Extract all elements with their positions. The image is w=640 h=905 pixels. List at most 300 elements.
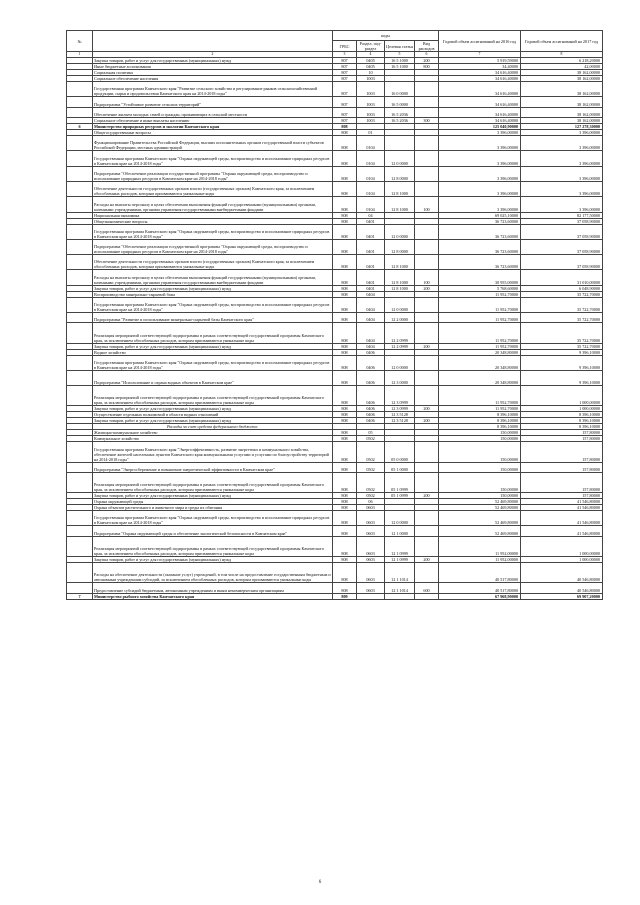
row-number: [67, 297, 93, 312]
row-grbs: 808: [333, 406, 357, 412]
row-name: Охрана объектов растительного и животного мира и среды их обитания: [93, 505, 333, 511]
row-target: 12 1 0999: [385, 536, 415, 556]
row-target: 12 0 0000: [385, 355, 415, 370]
row-section: 0502: [357, 462, 385, 472]
row-name: Воспроизводство минерально-сырьевой базы: [93, 291, 333, 297]
row-target: [385, 136, 415, 151]
row-name: Подпрограмма "Использование и охрана водных объектов в Камчатском крае": [93, 370, 333, 385]
row-sum-2016: 3 396,00000: [439, 166, 521, 181]
row-sum-2016: 8 396,10000: [439, 412, 521, 418]
row-number: [67, 511, 93, 526]
row-target: 12 8 1000: [385, 255, 415, 270]
row-target: 16 0 0000: [385, 82, 415, 97]
row-type: [415, 323, 439, 343]
row-section: 0104: [357, 166, 385, 181]
col-header-2016: Годовой объем ассигнований на 2016 год: [439, 31, 521, 52]
table-row: [67, 181, 603, 196]
row-sum-2016: 3 396,00000: [439, 151, 521, 166]
row-section: 0406: [357, 370, 385, 385]
table-row: [67, 197, 603, 212]
row-target: 12 8 1000: [385, 181, 415, 196]
column-index: 3: [333, 52, 357, 58]
row-grbs: 808: [333, 557, 357, 563]
row-name: Реализация мероприятий соответствующей подпрограммы в рамках соответствующей государственной программы Камчатского края, за исключением обособленных расходов, которым присваиваются уникальные коды: [93, 386, 333, 406]
row-sum-2017: 42,00000: [521, 64, 603, 70]
row-number: [67, 239, 93, 254]
row-grbs: 808: [333, 218, 357, 224]
row-name: Реализация мероприятий соответствующей подпрограммы в рамках соответствующей государственной программы Камчатского края, за исключением обособленных расходов, которым присваиваются уникальные коды: [93, 536, 333, 556]
row-sum-2017: 38 162,00000: [521, 76, 603, 82]
row-sum-2017: 3 396,00000: [521, 166, 603, 181]
row-sum-2016: 52 469,80000: [439, 511, 521, 526]
row-target: 05 1 0999: [385, 472, 415, 492]
row-section: 1003: [357, 97, 385, 107]
row-sum-2017: 1 000,00000: [521, 406, 603, 412]
table-row: [67, 82, 603, 97]
column-index: 4: [357, 52, 385, 58]
row-target: 12 0 0000: [385, 224, 415, 239]
table-row: [67, 297, 603, 312]
row-sum-2017: 38 162,00000: [521, 107, 603, 117]
row-number: [67, 462, 93, 472]
row-section: 0502: [357, 493, 385, 499]
row-section: 04: [357, 212, 385, 218]
row-name: Государственная программа Камчатского края "Охрана окружающей среды, воспроизводство и использование природных ресурсов в Камчатском крае на 2014-2018 годы": [93, 297, 333, 312]
row-sum-2016: 20 348,80000: [439, 349, 521, 355]
row-number: [67, 323, 93, 343]
row-name: Социальное обеспечение населения: [93, 76, 333, 82]
row-section: 0406: [357, 349, 385, 355]
row-sum-2016: 150,00000: [439, 442, 521, 462]
row-sum-2017: 9 396,10000: [521, 349, 603, 355]
row-number: [67, 563, 93, 583]
row-grbs: 807: [333, 64, 357, 70]
row-sum-2017: 157,80000: [521, 493, 603, 499]
row-section: 0401: [357, 255, 385, 270]
row-section: 0404: [357, 297, 385, 312]
row-grbs: 808: [333, 349, 357, 355]
row-target: 12 3 5128: [385, 412, 415, 418]
row-target: 12 8 1000: [385, 270, 415, 285]
row-sum-2016: 30 955,00000: [439, 270, 521, 285]
row-type: [415, 181, 439, 196]
row-sum-2016: 150,00000: [439, 436, 521, 442]
row-grbs: 808: [333, 505, 357, 511]
row-name: Государственная программа Камчатского края "Развитие сельского хозяйства и регулирование рынков сельскохозяйственной продукции, сырья и продовольствия Камчатского края на 2014-2018 годы": [93, 82, 333, 97]
row-grbs: 808: [333, 442, 357, 462]
row-grbs: 807: [333, 76, 357, 82]
row-type: [415, 536, 439, 556]
row-sum-2016: 36 723,60000: [439, 218, 521, 224]
row-sum-2017: 157,80000: [521, 462, 603, 472]
row-name: Реализация мероприятий соответствующей подпрограммы в рамках соответствующей государственной программы Камчатского края, за исключением обособленных расходов, которым присваиваются уникальные коды: [93, 323, 333, 343]
row-sum-2017: 38 162,00000: [521, 70, 603, 76]
row-section: 1003: [357, 82, 385, 97]
row-grbs: 808: [333, 526, 357, 536]
row-sum-2016: 11 952,70000: [439, 343, 521, 349]
row-sum-2016: 34 616,40000: [439, 107, 521, 117]
row-sum-2016: 5 768,60000: [439, 285, 521, 291]
row-sum-2017: 127 278,30000: [521, 124, 603, 130]
row-sum-2017: 41 546,80000: [521, 499, 603, 505]
col-header-type: Вид расходов: [415, 41, 439, 52]
row-target: 12 1 1014: [385, 563, 415, 583]
row-type: [415, 297, 439, 312]
row-grbs: 808: [333, 436, 357, 442]
column-index: 6: [415, 52, 439, 58]
row-grbs: 808: [333, 130, 357, 136]
table-row: [67, 136, 603, 151]
table-row: [67, 386, 603, 406]
row-section: 0603: [357, 583, 385, 593]
row-sum-2016: 11 952,70000: [439, 323, 521, 343]
row-grbs: 807: [333, 118, 357, 124]
row-grbs: 808: [333, 124, 357, 130]
row-number: [67, 197, 93, 212]
row-section: 0603: [357, 536, 385, 556]
row-name: Водное хозяйство: [93, 349, 333, 355]
row-number: [67, 472, 93, 492]
row-target: 12 0 0000: [385, 297, 415, 312]
row-name: Подпрограмма "Обеспечение реализации государственной программы "Охрана окружающей среды, воспроизводство и использование природных ресурсов в Камчатском крае на 2014-2018 годы": [93, 166, 333, 181]
col-header-2017: Годовой объем ассигнований на 2017 год: [521, 31, 603, 52]
row-sum-2017: 9 396,10000: [521, 370, 603, 385]
row-type: [415, 151, 439, 166]
row-sum-2017: 41 546,80000: [521, 511, 603, 526]
row-type: [415, 97, 439, 107]
row-grbs: 808: [333, 151, 357, 166]
row-target: 12 2 0999: [385, 343, 415, 349]
row-number: [67, 224, 93, 239]
row-number: [67, 313, 93, 323]
row-sum-2016: 150,00000: [439, 430, 521, 436]
row-name: Жилищно-коммунальное хозяйство: [93, 430, 333, 436]
row-grbs: 808: [333, 313, 357, 323]
table-row: [67, 239, 603, 254]
table-row: [67, 526, 603, 536]
row-name: Национальная экономика: [93, 212, 333, 218]
row-section: 0603: [357, 563, 385, 583]
row-sum-2017: 6 048,90000: [521, 285, 603, 291]
row-type: 600: [415, 583, 439, 593]
row-sum-2017: 8 396,10000: [521, 418, 603, 424]
row-section: 0406: [357, 355, 385, 370]
row-target: 12 3 5128: [385, 418, 415, 424]
row-sum-2017: 8 396,10000: [521, 412, 603, 418]
row-target: 12 2 0999: [385, 323, 415, 343]
row-section: 06: [357, 499, 385, 505]
row-name: Подпрограмма "Развитие и использование минерально-сырьевой базы Камчатского края": [93, 313, 333, 323]
table-row: [67, 107, 603, 117]
table-row: [67, 255, 603, 270]
column-index: 7: [439, 52, 521, 58]
row-type: [415, 313, 439, 323]
row-sum-2017: 82 177,50000: [521, 212, 603, 218]
row-name: Подпрограмма "Устойчивое развитие сельских территорий": [93, 97, 333, 107]
row-grbs: 807: [333, 82, 357, 97]
row-grbs: 808: [333, 297, 357, 312]
row-sum-2017: 3 396,00000: [521, 136, 603, 151]
row-sum-2017: 37 058,90000: [521, 224, 603, 239]
row-sum-2016: 8 396,10000: [439, 424, 521, 430]
row-grbs: 808: [333, 291, 357, 297]
col-header-num: №: [67, 31, 93, 52]
row-grbs: 808: [333, 418, 357, 424]
row-type: [415, 255, 439, 270]
row-sum-2016: 34 616,40000: [439, 118, 521, 124]
row-sum-2017: 157,80000: [521, 472, 603, 492]
row-sum-2016: 11 952,00000: [439, 557, 521, 563]
row-name: Государственная программа Камчатского края "Энергоэффективность, развитие энергетики и коммунального хозяйства, обеспечение жителей населенных пунктов Камчатского края коммунальными услугами и услугами по благоустройству территорий на 2014-2018 годы": [93, 442, 333, 462]
row-target: 05 1 0000: [385, 462, 415, 472]
row-sum-2016: 11 952,70000: [439, 291, 521, 297]
row-type: 200: [415, 406, 439, 412]
row-grbs: 807: [333, 107, 357, 117]
col-header-section: Раздел, под-раздел: [357, 41, 385, 52]
table-row: [67, 97, 603, 107]
row-name: Расходы за счет средств федерального бюджета:: [93, 424, 333, 430]
row-name: Министерство природных ресурсов и экологии Камчатского края: [93, 124, 333, 130]
row-sum-2017: 69 907,20000: [521, 593, 603, 599]
row-name: Государственная программа Камчатского края "Охрана окружающей среды, воспроизводство и использование природных ресурсов в Камчатском крае на 2014-2018 годы": [93, 224, 333, 239]
row-target: 12 1 0999: [385, 557, 415, 563]
row-type: [415, 82, 439, 97]
row-sum-2016: 20 348,80000: [439, 355, 521, 370]
row-target: 16 5 1000: [385, 58, 415, 64]
row-number: [67, 166, 93, 181]
row-name: Социальное обеспечение и иные выплаты населению: [93, 118, 333, 124]
column-index: 1: [67, 52, 93, 58]
row-grbs: 808: [333, 323, 357, 343]
row-name: Функционирование Правительства Российской Федерации, высших исполнительных органов государственной власти субъектов Российской Федерации, местных администраций: [93, 136, 333, 151]
row-grbs: 808: [333, 412, 357, 418]
row-type: [415, 462, 439, 472]
row-grbs: 808: [333, 197, 357, 212]
row-number: [67, 82, 93, 97]
column-index: 5: [385, 52, 415, 58]
row-grbs: 808: [333, 212, 357, 218]
row-grbs: 808: [333, 166, 357, 181]
row-section: 0404: [357, 313, 385, 323]
row-grbs: 808: [333, 285, 357, 291]
row-sum-2016: 34 616,40000: [439, 82, 521, 97]
row-sum-2016: 5 919,59000: [439, 58, 521, 64]
row-sum-2016: 3 396,00000: [439, 136, 521, 151]
row-type: [415, 593, 439, 599]
row-section: 01: [357, 130, 385, 136]
row-type: [415, 107, 439, 117]
row-name: Обеспечение жильем молодых семей и граждан, проживающих в сельской местности: [93, 107, 333, 117]
row-grbs: 808: [333, 224, 357, 239]
table-row: [67, 583, 603, 593]
row-sum-2017: 157,80000: [521, 430, 603, 436]
col-header-grbs: ГРБС: [333, 41, 357, 52]
row-type: 200: [415, 343, 439, 349]
row-section: 0405: [357, 64, 385, 70]
table-row: [67, 370, 603, 385]
row-grbs: 808: [333, 536, 357, 556]
header-row-1: [67, 31, 603, 41]
row-sum-2017: 6 218,20000: [521, 58, 603, 64]
row-name: Подпрограмма "Энергосбережение и повышение энергетической эффективности в Камчатском крае": [93, 462, 333, 472]
row-section: 0406: [357, 412, 385, 418]
row-name: Министерство рыбного хозяйства Камчатского края: [93, 593, 333, 599]
table-row: [67, 472, 603, 492]
row-grbs: 808: [333, 430, 357, 436]
table-row: [67, 151, 603, 166]
row-number: [67, 270, 93, 285]
row-target: 12 1 1014: [385, 583, 415, 593]
row-number: [67, 370, 93, 385]
row-type: [415, 472, 439, 492]
row-number: [67, 97, 93, 107]
row-name: Расходы на выплаты персоналу в целях обеспечения выполнения функций государственными (муниципальными) органами, казенными учреждениями, органами управления государственными внебюджетными фондами: [93, 197, 333, 212]
row-name: Расходы на выплаты персоналу в целях обеспечения выполнения функций государственными (муниципальными) органами, казенными учреждениями, органами управления государственными внебюджетными фондами: [93, 270, 333, 285]
row-section: 0406: [357, 386, 385, 406]
row-section: 0603: [357, 526, 385, 536]
row-sum-2017: 38 162,00000: [521, 97, 603, 107]
row-name: Иные бюджетные ассигнования: [93, 64, 333, 70]
table-row: [67, 511, 603, 526]
row-name: Закупка товаров, работ и услуг для государственных (муниципальных) нужд: [93, 58, 333, 64]
row-sum-2017: 1 000,00000: [521, 557, 603, 563]
row-grbs: 808: [333, 583, 357, 593]
column-index: 8: [521, 52, 603, 58]
col-header-name: [93, 31, 333, 52]
row-type: [415, 355, 439, 370]
row-number: [67, 355, 93, 370]
row-section: 0406: [357, 406, 385, 412]
table-row: [67, 563, 603, 583]
row-sum-2017: 35 722,70000: [521, 343, 603, 349]
row-sum-2017: 37 058,90000: [521, 255, 603, 270]
row-type: 200: [415, 493, 439, 499]
row-name: Социальная политика: [93, 70, 333, 76]
row-section: 0502: [357, 472, 385, 492]
table-row: [67, 536, 603, 556]
row-target: 05 0 0000: [385, 442, 415, 462]
row-number: [67, 107, 93, 117]
col-header-codes: коды: [333, 31, 439, 41]
row-sum-2016: 150,00000: [439, 462, 521, 472]
row-section: 0401: [357, 285, 385, 291]
row-sum-2016: 11 952,70000: [439, 406, 521, 412]
row-target: 12 8 1000: [385, 285, 415, 291]
row-target: 12 2 0000: [385, 313, 415, 323]
row-name: Государственная программа Камчатского края "Охрана окружающей среды, воспроизводство и использование природных ресурсов в Камчатском крае на 2014-2018 годы": [93, 151, 333, 166]
row-section: 10: [357, 70, 385, 76]
table-row: [67, 323, 603, 343]
row-type: 200: [415, 557, 439, 563]
row-sum-2016: 34 616,40000: [439, 97, 521, 107]
row-grbs: 808: [333, 136, 357, 151]
row-target: 16 5 2036: [385, 118, 415, 124]
row-section: 0404: [357, 291, 385, 297]
row-sum-2016: 52 469,80000: [439, 505, 521, 511]
row-grbs: 808: [333, 472, 357, 492]
row-target: 12 3 0999: [385, 406, 415, 412]
row-number: [67, 583, 93, 593]
row-section: 0401: [357, 270, 385, 285]
row-type: [415, 511, 439, 526]
row-sum-2017: 8 396,10000: [521, 424, 603, 430]
row-section: 1003: [357, 76, 385, 82]
row-type: 800: [415, 64, 439, 70]
row-type: [415, 386, 439, 406]
row-type: 100: [415, 197, 439, 212]
row-section: 1003: [357, 107, 385, 117]
table-body: [67, 58, 603, 600]
row-sum-2016: 3 396,00000: [439, 130, 521, 136]
row-name: Закупка товаров, работ и услуг для государственных (муниципальных) нужд: [93, 557, 333, 563]
row-sum-2017: 157,80000: [521, 442, 603, 462]
row-number: [67, 526, 93, 536]
row-name: Общегосударственные вопросы: [93, 130, 333, 136]
row-type: [415, 563, 439, 583]
row-sum-2017: 157,80000: [521, 436, 603, 442]
row-section: 0401: [357, 224, 385, 239]
row-section: 0104: [357, 151, 385, 166]
row-grbs: 807: [333, 70, 357, 76]
row-type: 200: [415, 418, 439, 424]
row-sum-2017: 41 546,80000: [521, 505, 603, 511]
row-type: [415, 526, 439, 536]
row-grbs: 808: [333, 270, 357, 285]
col-header-target: Целевая статья: [385, 41, 415, 52]
row-type: [415, 166, 439, 181]
row-grbs: 808: [333, 370, 357, 385]
row-sum-2016: 52 469,80000: [439, 526, 521, 536]
row-type: [415, 239, 439, 254]
row-number: [67, 136, 93, 151]
row-grbs: 808: [333, 462, 357, 472]
row-section: [357, 593, 385, 599]
row-section: 0405: [357, 58, 385, 64]
row-target: 12 3 0000: [385, 370, 415, 385]
page-number: 6: [318, 880, 322, 885]
row-grbs: 808: [333, 563, 357, 583]
row-sum-2016: 3 396,00000: [439, 197, 521, 212]
row-section: 0603: [357, 505, 385, 511]
row-target: 12 0 0000: [385, 151, 415, 166]
row-name: Закупка товаров, работ и услуг для государственных (муниципальных) нужд: [93, 406, 333, 412]
row-number: [67, 386, 93, 406]
row-sum-2016: 34 616,40000: [439, 70, 521, 76]
row-type: [415, 136, 439, 151]
row-grbs: 807: [333, 58, 357, 64]
row-sum-2017: 35 722,70000: [521, 313, 603, 323]
row-section: 0104: [357, 181, 385, 196]
row-name: Обеспечение деятельности государственных органов власти (государственных органов) Камчатского края, за исключением обособленных расходов, которым присваиваются уникальные коды: [93, 181, 333, 196]
row-type: [415, 442, 439, 462]
row-sum-2016: 69 025,10000: [439, 212, 521, 218]
row-grbs: 808: [333, 239, 357, 254]
row-name: Общеэкономические вопросы: [93, 218, 333, 224]
row-name: Закупка товаров, работ и услуг для государственных (муниципальных) нужд: [93, 493, 333, 499]
row-number: [67, 181, 93, 196]
row-name: Закупка товаров, работ и услуг для государственных (муниципальных) нужд: [93, 343, 333, 349]
row-name: Обеспечение деятельности государственных органов власти (государственных органов) Камчатского края, за исключением обособленных расходов, которым присваиваются уникальные коды: [93, 255, 333, 270]
row-sum-2016: 11 952,70000: [439, 297, 521, 312]
row-target: 16 5 0000: [385, 97, 415, 107]
row-sum-2017: 3 396,00000: [521, 181, 603, 196]
row-sum-2016: 36 723,60000: [439, 255, 521, 270]
row-section: 0603: [357, 557, 385, 563]
row-sum-2017: 37 058,90000: [521, 218, 603, 224]
table-row: [67, 224, 603, 239]
row-name: Расходы на обеспечение деятельности (оказание услуг) учреждений, в том числе на предоставление государственным бюджетным и автономным учреждениям субсидий, за исключением обособленных расходов, которым присваиваются уникальные коды: [93, 563, 333, 583]
row-grbs: 808: [333, 493, 357, 499]
